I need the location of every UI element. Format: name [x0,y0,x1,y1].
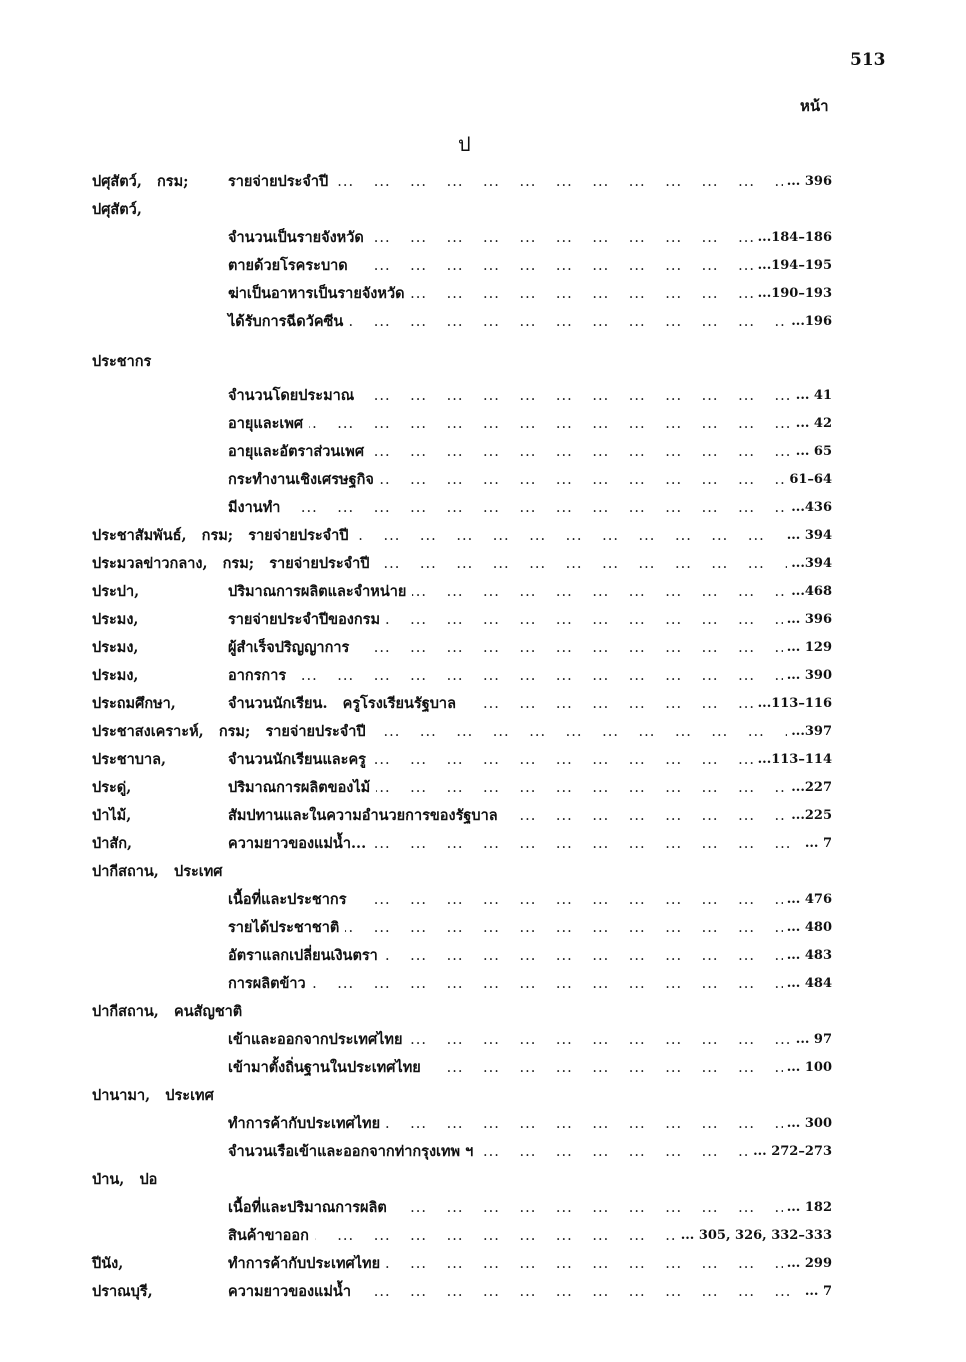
page-reference: ... 300 [783,1110,832,1138]
entry-subheading: จำนวนนักเรียน. ครูโรงเรียนรัฐบาล [228,690,462,718]
page-reference: ...436 [787,494,832,522]
entry-heading: ประมง, [92,634,144,662]
entry-heading: ประมง, [92,606,144,634]
page-reference: ...113–116 [754,690,832,718]
page-reference: 61–64 [785,466,832,494]
entry-subheading: ความยาวของแม่น้ำ [228,1278,357,1306]
page-reference: ... 394 [783,522,832,550]
page-reference: ...397 [787,718,832,746]
entry-heading: ประปา, [92,578,145,606]
entry-subheading: จำนวนโดยประมาณ [228,382,360,410]
index-entry [92,348,832,376]
entry-subheading: ทำการค้ากับประเทศไทย [228,1110,386,1138]
entry-subheading: จำนวนเรือเข้าและออกจากท่ากรุงเทพ ฯ [228,1138,479,1166]
entry-heading: ปากีสถาน, คนสัญชาติ [92,998,250,1026]
section-letter: ป [458,132,471,156]
page-reference: ... 100 [783,1054,832,1082]
entry-heading: ประมง, [92,662,144,690]
entry-heading: ประชาสัมพันธ์, กรม; รายจ่ายประจำปี [92,522,357,550]
index-entry [92,308,832,336]
entry-subheading: ปริมาณการผลิตของไม้ [228,774,376,802]
page-reference: ... 42 [792,410,832,438]
page-reference: ... 299 [783,1250,832,1278]
leader-dots [228,494,832,522]
entry-heading: ปากีสถาน, ประเทศ [92,858,231,886]
entry-subheading: เข้ามาตั้งถิ่นฐานในประเทศไทย [228,1054,427,1082]
index-entry [92,168,832,196]
entry-heading: ประถมศึกษา, [92,690,182,718]
index-entry [92,606,832,634]
entry-subheading: อากรการ [228,662,292,690]
index-entry [92,830,832,858]
page-reference: ... 182 [783,1194,832,1222]
index-entry [92,466,832,494]
entry-heading: ปีนัง, [92,1250,129,1278]
page-reference: ...394 [787,550,832,578]
index-entry [92,662,832,690]
index-entry [92,718,832,746]
leader-dots [228,662,832,690]
index-entry [92,774,832,802]
page-column-label: หน้า [800,97,829,115]
index-entry [92,280,832,308]
index-entry [92,998,832,1026]
page-reference: ... 305, 326, 332–333 [677,1222,832,1250]
index-entry [92,550,832,578]
index-entry [92,382,832,410]
page-reference: ...196 [787,308,832,336]
index-entry [92,802,832,830]
page-reference: ... 129 [783,634,832,662]
entry-subheading: เข้าและออกจากประเทศไทย [228,1026,409,1054]
entry-subheading: ปริมาณการผลิตและจำหน่าย [228,578,412,606]
page-reference: ...194–195 [754,252,832,280]
page-reference: ...468 [787,578,832,606]
index-entry [92,942,832,970]
entry-heading: ประชาบาล, [92,746,172,774]
entry-heading: ประมวลข่าวกลาง, กรม; รายจ่ายประจำปี [92,550,377,578]
index-entry [92,690,832,718]
index-entry [92,914,832,942]
index-entry [92,196,832,224]
index-entry [92,1194,832,1222]
page-reference: ...190–193 [754,280,832,308]
entry-subheading: อายุและอัตราส่วนเพศ [228,438,370,466]
entry-subheading: จำนวนนักเรียนและครู [228,746,372,774]
entry-heading: ประดู่, [92,774,137,802]
entry-subheading: กระทำงานเชิงเศรษฐกิจ [228,466,380,494]
entry-heading: ปานามา, ประเทศ [92,1082,222,1110]
entry-subheading: รายจ่ายประจำปี [228,168,334,196]
entry-heading: ประชากร [92,348,159,376]
entry-subheading: ได้รับการฉีดวัคซีน [228,308,349,336]
page-number: 513 [850,50,886,70]
index-entry [92,746,832,774]
index-entry [92,1082,832,1110]
entry-subheading: เนื้อที่และปริมาณการผลิต [228,1194,393,1222]
index-entry [92,224,832,252]
entry-subheading: ตายด้วยโรคระบาด [228,252,354,280]
index-entry [92,1278,832,1306]
page-reference: ... 484 [783,970,832,998]
entry-heading: ป่าสัก, [92,830,138,858]
page-reference: ...113–114 [754,746,832,774]
index-entry [92,494,832,522]
index-entry [92,1250,832,1278]
page-reference: ...225 [787,802,832,830]
entry-subheading: รายได้ประชาชาติ [228,914,345,942]
index-entries [92,168,832,1306]
entry-subheading: ผู้สำเร็จปริญญาการ [228,634,355,662]
index-entry [92,1054,832,1082]
page-reference: ... 476 [783,886,832,914]
page-reference: ... 65 [792,438,832,466]
index-entry [92,1110,832,1138]
entry-subheading: ความยาวของแม่น้ำ... [228,830,372,858]
entry-subheading: จำนวนเป็นรายจังหวัด [228,224,370,252]
entry-heading: ปศุสัตว์, กรม; [92,168,195,196]
index-entry [92,858,832,886]
index-entry [92,1138,832,1166]
index-entry [92,438,832,466]
entry-subheading: เนื้อที่และประชากร [228,886,353,914]
page-reference: ... 41 [792,382,832,410]
index-entry [92,886,832,914]
page-reference: ... 7 [801,830,832,858]
page-reference: ...184–186 [754,224,832,252]
entry-subheading: อายุและเพศ [228,410,309,438]
index-entry [92,1026,832,1054]
entry-heading: ปศุสัตว์, [92,196,150,224]
entry-heading: ป่าน, ปอ [92,1166,165,1194]
entry-heading: ป่าไม้, [92,802,137,830]
entry-heading: ประชาสงเคราะห์, กรม; รายจ่ายประจำปี [92,718,374,746]
entry-heading: ปราณบุรี, [92,1278,159,1306]
index-entry [92,252,832,280]
index-entry [92,1222,832,1250]
page-reference: ... 483 [783,942,832,970]
page-reference: ...227 [787,774,832,802]
index-entry [92,634,832,662]
leader-dots [228,970,832,998]
index-entry [92,578,832,606]
index-entry [92,1166,832,1194]
page-reference: ... 396 [783,168,832,196]
page-reference: ... 7 [801,1278,832,1306]
entry-subheading: สินค้าขาออก [228,1222,315,1250]
entry-subheading: สัมปทานและในความอำนวยการของรัฐบาล [228,802,504,830]
page-reference: ... 480 [783,914,832,942]
entry-subheading: ฆ่าเป็นอาหารเป็นรายจังหวัด [228,280,411,308]
page-reference: ... 396 [783,606,832,634]
entry-subheading: มีงานทำ [228,494,286,522]
leader-dots [228,410,832,438]
index-entry [92,970,832,998]
index-entry [92,522,832,550]
page-reference: ... 97 [792,1026,832,1054]
entry-subheading: อัตราแลกเปลี่ยนเงินตรา [228,942,384,970]
entry-subheading: การผลิตข้าว [228,970,312,998]
index-entry [92,410,832,438]
entry-subheading: รายจ่ายประจำปีของกรม [228,606,386,634]
page-reference: ... 390 [783,662,832,690]
entry-subheading: ทำการค้ากับประเทศไทย [228,1250,386,1278]
page-reference: ... 272–273 [749,1138,832,1166]
